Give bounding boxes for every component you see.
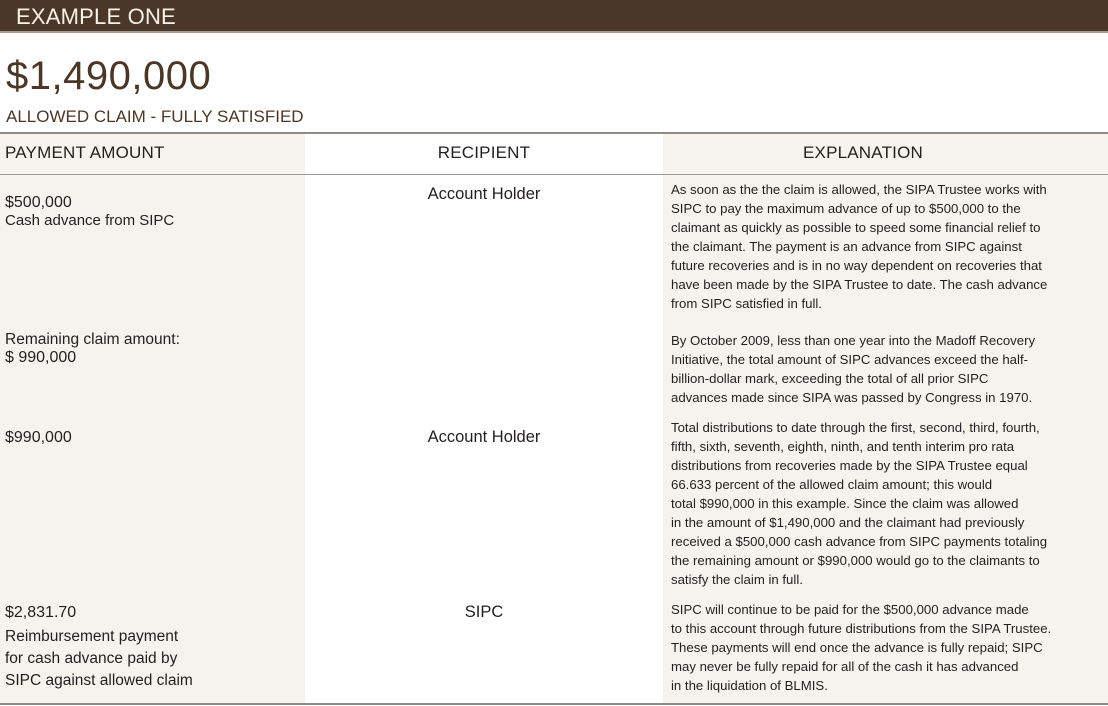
row3-amount: $990,000 [5,429,72,446]
row1-amount-desc: Cash advance from SIPC [5,212,175,229]
example-banner [0,0,1108,33]
header-bottom-rule [0,174,1108,175]
header-explanation: EXPLANATION [803,143,923,162]
allowed-claim-amount: $1,490,000 [6,54,212,98]
row2-explanation: By October 2009, less than one year into the Madoff Recovery Initiative, the total amount of SIPC advances exceed the half- billion-dollar mark, exceeding the total of all prior SIPC advances made since SIPA was passed by Congress in 1970. [671,333,1036,405]
table-bottom-rule [0,703,1108,705]
banner-title: EXAMPLE ONE [16,4,176,29]
row4-amount: $2,831.70 [5,604,77,621]
row3-explanation: Total distributions to date through the first, second, third, fourth, fifth, sixth, seventh, eighth, ninth, and tenth interim pro rata distributions from recoveries made by the SIPA Trustee equal 66.633 percent of the allowed claim amount; this would total $990,000 in this example. Since the claim was allowed in the amount of $1,490,000 and the claimant had previously received a $500,000 cash advance from SIPC payments totaling the remaining amount or $990,000 would go to the claimants to satisfy the claim in full. [671,420,1048,587]
row4-amount-desc: Reimbursement payment for cash advance paid by SIPC against allowed claim [5,628,193,689]
header-recipient: RECIPIENT [437,143,531,162]
row2-amount-label: Remaining claim amount: [5,331,180,348]
row1-amount: $500,000 [5,194,72,211]
table-top-rule [0,132,1108,134]
row1-recipient: Account Holder [427,185,541,203]
row4-recipient: SIPC [464,603,504,621]
row4-explanation: SIPC will continue to be paid for the $500,000 advance made to this account through future distributions from the SIPA Trustee. These payments will end once the advance is fully repaid; SIPC may never be fully repaid for all of the cash it has advanced in the liquidation of BLMIS. [671,602,1052,693]
header-payment-amount: PAYMENT AMOUNT [5,143,165,162]
row1-explanation: As soon as the the claim is allowed, the SIPA Trustee works with SIPC to pay the maximum advance of up to $500,000 to the claimant as quickly as possible to speed some financial relief to the claimant. The payment is an advance from SIPC against future recoveries and is in no way dependent on recoveries that have been made by the SIPA Trustee to date. The cash advance from SIPC satisfied in full. [671,182,1048,311]
payment-table [0,132,1108,705]
row2-amount: $ 990,000 [5,349,77,366]
claim-status: ALLOWED CLAIM - FULLY SATISFIED [6,107,304,126]
row3-recipient: Account Holder [427,428,541,446]
